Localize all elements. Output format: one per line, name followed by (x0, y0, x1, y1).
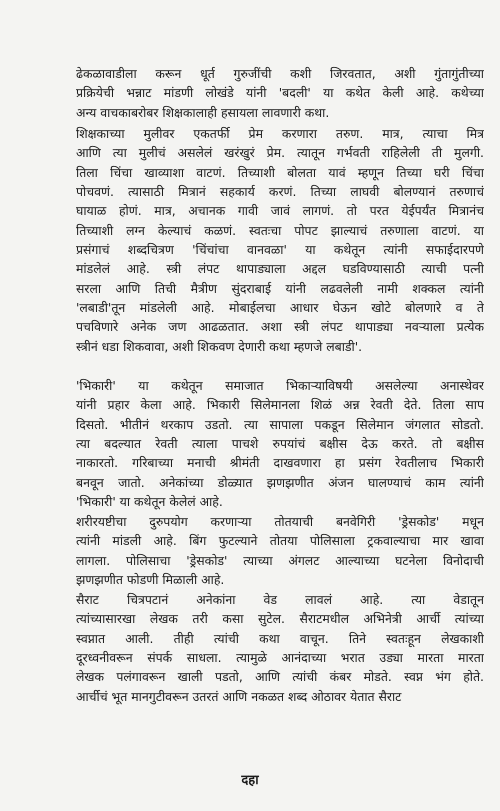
text-line: पचविणारे अनेक जण आढळतात. अशा स्त्री लंपट थापाड्या नवऱ्याला प्रत्येक (76, 319, 484, 335)
text-line: प्रक्रियेची भन्नाट मांडणी लोखंडे यांनी 'बदली' या कथेत केली आहे. कथेच्या (76, 85, 484, 101)
text-line: यांनी प्रहार केला आहे. भिकारी सिलेमानला शिळं अन्न रेवती देते. तिला साप (76, 397, 484, 413)
text-line: लेखक पलंगावरून खाली पडतो, आणि त्यांची कंबर मोडते. स्वप्न भंग होते. (76, 669, 484, 685)
paragraph (76, 124, 484, 356)
text-line: स्त्रीनं धडा शिकवावा, अशी शिकवण देणारी कथा म्हणजे लबाडी'. (76, 338, 363, 354)
text-line: 'भिकारी' या कथेतून समाजात भिकाऱ्याविषयी असलेल्या अनास्थेवर (76, 378, 484, 393)
text-line: त्या बदल्यात रेवती त्याला पाचशे रुपयांचं बक्षीस देऊ करते. तो बक्षीस (76, 436, 484, 452)
text-line: अन्य वाचकाबरोबर शिक्षकालाही हसायला लावणारी कथा. (76, 104, 330, 120)
text-line: प्रसंगाचं शब्दचित्रण 'चिंचांचा वानवळा' या कथेतून त्यांनी सफाईदारपणे (76, 242, 484, 258)
text-line: त्यांच्यासारखा लेखक तरी कसा सुटेल. सैराटमधील अभिनेत्री आर्ची त्यांच्या (76, 611, 484, 627)
text-line: तिला चिंचा खाव्याशा वाटणं. तिच्याशी बोलता यावं म्हणून तिच्या घरी चिंचा (76, 164, 484, 180)
text-line: दिसतो. भीतीनं थरकाप उडतो. त्या सापाला पकडून सिलेमान जंगलात सोडतो. (76, 416, 484, 432)
text-line: ढेकळावाडीला करून धूर्त गुरुजींची कशी जिरवतात, अशी गुंतागुंतीच्या (76, 66, 484, 81)
text-line: दूरध्वनीवरून संपर्क साधला. त्यामुळे आनंदाच्या भरात उड्या मारता मारता (76, 650, 484, 666)
page-number: दहा (241, 773, 259, 788)
text-line: बनवून जातो. अनेकांच्या डोळ्यात झणझणीत अंजन घालण्याचं काम त्यांनी (76, 474, 484, 490)
text-line: पोचवणं. त्यासाठी मित्रानं सहकार्य करणं. तिच्या लाघवी बोलण्यानं तरुणाचं (76, 184, 484, 200)
text-line: शरीरयष्टीचा दुरुपयोग करणाऱ्या तोतयाची बनवेगिरी 'ड्रेसकोड' मधून (76, 514, 484, 529)
text-line: शिक्षकाच्या मुलीवर एकतर्फी प्रेम करणारा तरुण. मात्र, त्याचा मित्र (76, 126, 484, 141)
text-line: तिच्याशी लग्न केल्याचं कळणं. स्वतःचा पोपट झाल्याचं तरुणाला वाटणं. या (76, 222, 484, 238)
text-line: लागला. पोलिसाचा 'ड्रेसकोड' त्याच्या अंगलट आल्याच्या घटनेला विनोदाची (76, 552, 484, 568)
paragraph (76, 376, 484, 511)
text-line: 'लबाडी'तून मांडलेली आहे. मोबाईलचा आधार घेऊन खोटे बोलणारे व ते (76, 300, 484, 316)
text-line: स्वप्नात आली. तीही त्यांची कथा वाचून. तिने स्वतःहून लेखकाशी (76, 630, 484, 646)
text-line: 'भिकारी' या कथेतून केलेलं आहे. (76, 494, 223, 510)
paragraph (76, 64, 484, 122)
paragraph (76, 590, 484, 706)
text-line: मांडलेलं आहे. स्त्री लंपट थापाड्याला अद्दल घडविण्यासाठी त्याची पत्नी (76, 261, 484, 277)
text-line: त्यांनी मांडली आहे. बिंग फुटल्याने तोतया पोलिसाला ट्रकवाल्याचा मार खावा (76, 533, 484, 549)
text-line: आर्चीचं भूत मानगुटीवरून उतरतं आणि नकळत शब्द ओठावर येतात सैराट (76, 688, 402, 704)
text-line: सैराट चित्रपटानं अनेकांना वेड लावलं आहे. त्या वेडातून (76, 592, 484, 607)
paragraph (76, 512, 484, 589)
text-line: नाकारतो. गरिबाच्या मनाची श्रीमंती दाखवणारा हा प्रसंग रेवतीलाच भिकारी (76, 455, 484, 471)
text-line: झणझणीत फोडणी मिळाली आहे. (76, 572, 225, 588)
text-line: घायाळ होणं. मात्र, अचानक गावी जावं लागणं. तो परत येईपर्यंत मित्रानंच (76, 203, 484, 219)
text-line: आणि त्या मुलीचं असलेलं खरंखुरं प्रेम. त्यातून गर्भवती राहिलेली ती मुलगी. (76, 145, 484, 161)
text-line: सरला आणि तिची मैत्रीण सुंदराबाई यांनी लढवलेली नामी शक्कल त्यांनी (76, 280, 484, 296)
